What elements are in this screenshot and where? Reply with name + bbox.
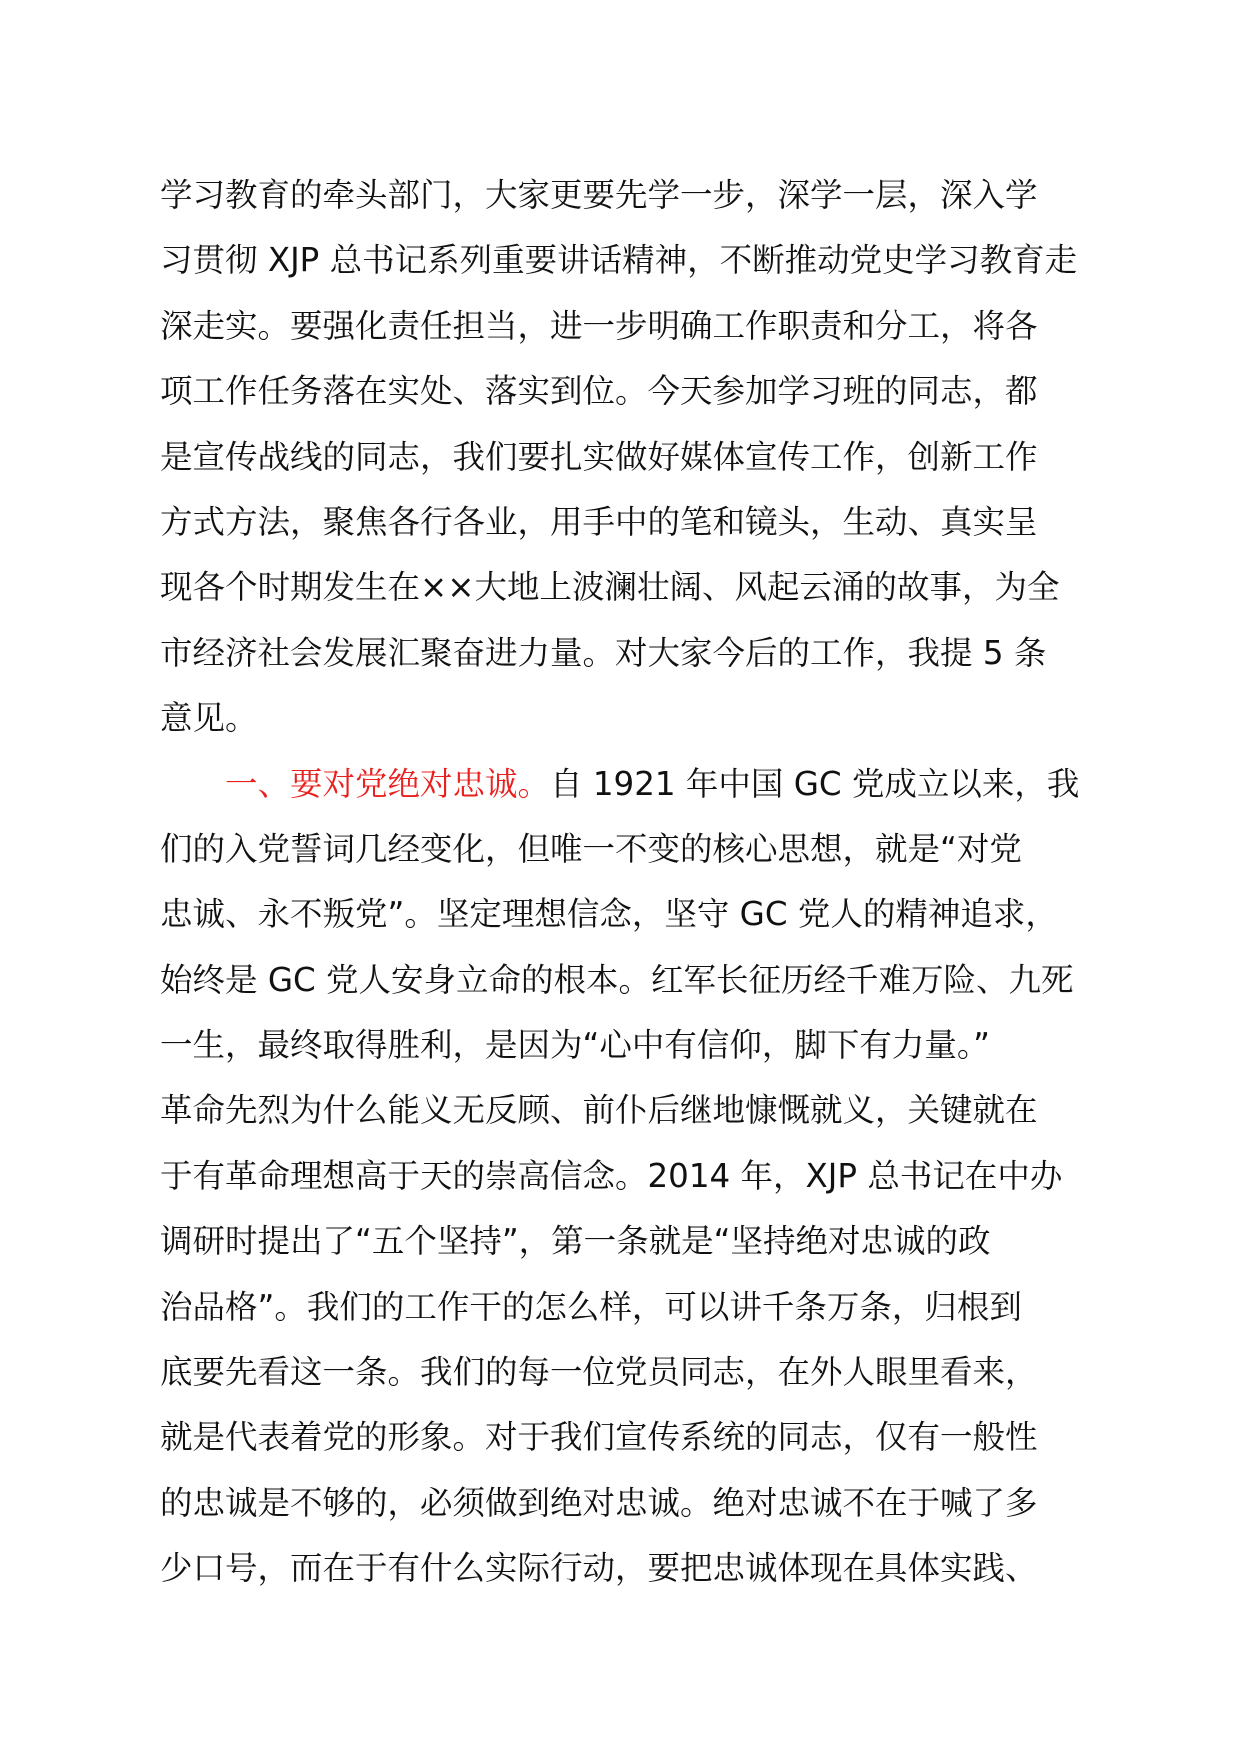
text-line: 忠诚、永不叛党”。坚定理想信念，坚守 GC 党人的精神追求， bbox=[160, 895, 1058, 934]
section-heading: 一、要对党绝对忠诚。 bbox=[225, 764, 551, 803]
section-heading-line bbox=[160, 752, 1100, 817]
text-line: 于有革命理想高于天的崇高信念。2014 年，XJP 总书记在中办 bbox=[160, 1156, 1063, 1195]
text-line: 意见。 bbox=[160, 699, 258, 738]
text-line: 深走实。要强化责任担当，进一步明确工作职责和分工，将各 bbox=[160, 306, 1038, 345]
text-line: 们的入党誓词几经变化，但唯一不变的核心思想，就是“对党 bbox=[160, 829, 1022, 868]
text-line: 调研时提出了“五个坚持”，第一条就是“坚持绝对忠诚的政 bbox=[160, 1222, 991, 1261]
text-line: 治品格”。我们的工作干的怎么样，可以讲千条万条，归根到 bbox=[160, 1287, 1022, 1326]
text-line: 现各个时期发生在××大地上波澜壮阔、风起云涌的故事，为全 bbox=[160, 568, 1060, 607]
text-line: 革命先烈为什么能义无反顾、前仆后继地慷慨就义，关键就在 bbox=[160, 1091, 1038, 1130]
body-text bbox=[160, 163, 1100, 1602]
text-line: 一生，最终取得胜利，是因为“心中有信仰，脚下有力量。” bbox=[160, 1026, 990, 1065]
text-line: 少口号，而在于有什么实际行动，要把忠诚体现在具体实践、 bbox=[160, 1549, 1038, 1588]
text-line: 市经济社会发展汇聚奋进力量。对大家今后的工作，我提 5 条 bbox=[160, 633, 1047, 672]
text-line: 项工作任务落在实处、落实到位。今天参加学习班的同志，都 bbox=[160, 372, 1038, 411]
text-line: 方式方法，聚焦各行各业，用手中的笔和镜头，生动、真实呈 bbox=[160, 502, 1038, 541]
text-line: 底要先看这一条。我们的每一位党员同志，在外人眼里看来， bbox=[160, 1353, 1038, 1392]
text-line: 是宣传战线的同志，我们要扎实做好媒体宣传工作，创新工作 bbox=[160, 437, 1038, 476]
text-line: 始终是 GC 党人安身立命的根本。红军长征历经千难万险、九死 bbox=[160, 960, 1074, 999]
section-heading-text: 自 1921 年中国 GC 党成立以来，我 bbox=[550, 764, 1080, 803]
text-line: 习贯彻 XJP 总书记系列重要讲话精神，不断推动党史学习教育走 bbox=[160, 241, 1078, 280]
text-line: 学习教育的牵头部门，大家更要先学一步，深学一层，深入学 bbox=[160, 176, 1038, 214]
text-line: 的忠诚是不够的，必须做到绝对忠诚。绝对忠诚不在于喊了多 bbox=[160, 1483, 1038, 1522]
text-line: 就是代表着党的形象。对于我们宣传系统的同志，仅有一般性 bbox=[160, 1418, 1038, 1457]
